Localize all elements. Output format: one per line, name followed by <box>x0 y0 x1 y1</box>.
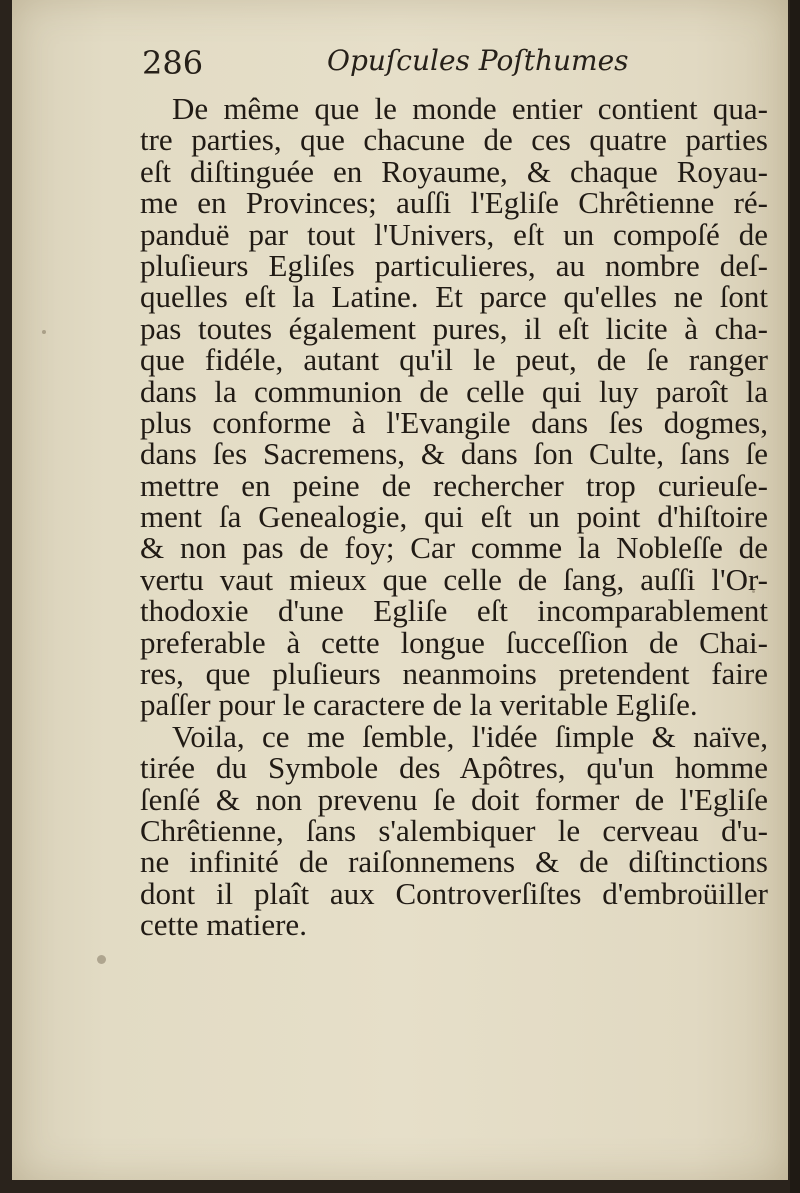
text-line: tirée du Symbole des Apôtres, qu'un homme <box>140 750 768 786</box>
text-line: me en Provinces; auſſi l'Egliſe Chrêtienne ré- <box>140 185 768 221</box>
text-line: pas toutes également pures, il eſt licite à cha- <box>140 310 768 346</box>
text-line: mettre en peine de rechercher trop curieuſe- <box>140 467 768 503</box>
text-line: ne infinité de raiſonnemens & de diſtinctions <box>140 844 768 880</box>
book-page <box>12 0 788 1180</box>
text-line: De même que le monde entier contient qua- <box>172 91 768 126</box>
page-number: 286 <box>142 44 204 82</box>
text-line: paſſer pour le caractere de la veritable Egliſe. <box>140 687 698 723</box>
text-line: Chrêtienne, ſans s'alembiquer le cerveau d'u- <box>140 812 768 848</box>
paper-speck <box>97 955 106 964</box>
text-line: dans la communion de celle qui luy paroît la <box>140 373 768 409</box>
text-line: dont il plaît aux Controverſiſtes d'embroüiller <box>140 875 768 911</box>
body-text <box>140 93 768 941</box>
text-line: tre parties, que chacune de ces quatre parties <box>140 122 768 158</box>
text-line: dans ſes Sacremens, & dans ſon Culte, ſans ſe <box>140 436 768 472</box>
text-line: quelles eſt la Latine. Et parce qu'elles ne ſont <box>140 279 768 315</box>
text-line: res, que pluſieurs neanmoins pretendent faire <box>140 656 768 692</box>
text-line: ment ſa Genealogie, qui eſt un point d'hiſtoire <box>140 499 768 535</box>
text-line: & non pas de foy; Car comme la Nobleſſe de <box>140 530 768 566</box>
paper-speck <box>42 330 46 334</box>
text-line: vertu vaut mieux que celle de ſang, auſſi l'Or- <box>140 561 768 597</box>
text-line: plus conforme à l'Evangile dans ſes dogmes, <box>140 404 768 440</box>
paper-speck <box>752 590 755 593</box>
text-line: panduë par tout l'Univers, eſt un compoſé de <box>140 216 768 252</box>
text-line: Voila, ce me ſemble, l'idée ſimple & naïve, <box>172 718 768 754</box>
text-line: ſenſé & non prevenu ſe doit former de l'Egliſe <box>140 781 768 817</box>
text-line: preferable à cette longue ſucceſſion de Chai- <box>140 624 768 660</box>
text-line: thodoxie d'une Egliſe eſt incomparablement <box>140 593 768 629</box>
page-edge <box>790 0 800 1193</box>
running-head <box>142 40 662 90</box>
running-title: Opuſcules Poſthumes <box>327 44 629 77</box>
text-line: cette matiere. <box>140 907 307 943</box>
text-line: que fidéle, autant qu'il le peut, de ſe ranger <box>140 342 768 378</box>
text-line: pluſieurs Egliſes particulieres, au nombre deſ- <box>140 247 768 283</box>
text-line: eſt diſtinguée en Royaume, & chaque Royau- <box>140 153 768 189</box>
